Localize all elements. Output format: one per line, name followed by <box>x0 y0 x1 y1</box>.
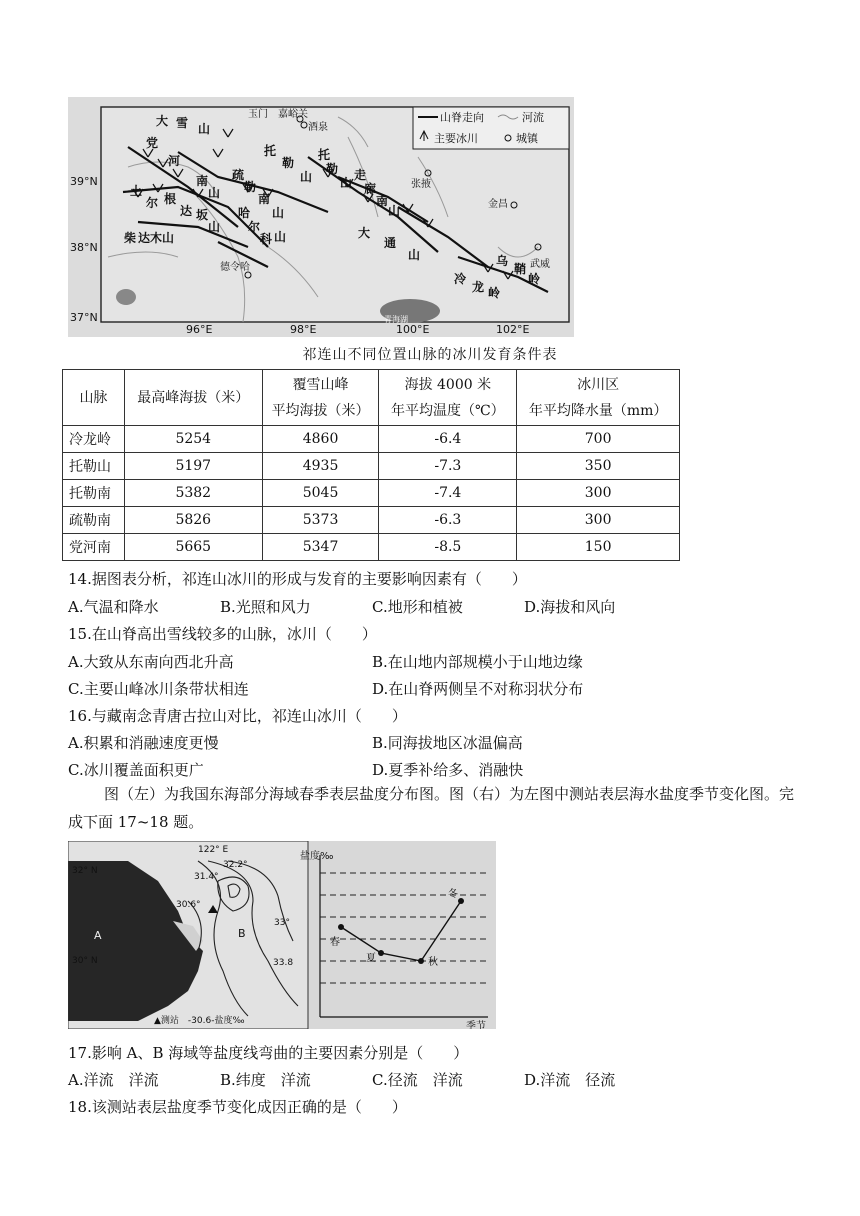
legend-glacier: 主要冰川 <box>434 132 478 145</box>
place-label: 武威 <box>530 259 550 270</box>
option-c[interactable]: C.冰川覆盖面积更广 <box>68 761 204 779</box>
mountain-char: 山 <box>340 176 353 190</box>
table-cell: 托勒山 <box>63 453 125 480</box>
table-cell: 5254 <box>124 426 262 453</box>
table-cell: -7.4 <box>379 480 517 507</box>
mountain-char: 党 <box>146 136 159 150</box>
lat-label: 39°N <box>70 175 98 188</box>
place-label: 青海湖 <box>384 315 408 324</box>
option-b[interactable]: B.纬度 洋流 <box>220 1071 311 1089</box>
table-caption: 祁连山不同位置山脉的冰川发育条件表 <box>302 347 558 363</box>
col-header <box>63 370 125 426</box>
qilian-glacier-map <box>68 97 574 337</box>
mountain-char: 哈 <box>238 206 251 220</box>
mountain-char: 山 <box>388 204 401 218</box>
mountain-char: 雪 <box>176 116 189 130</box>
mountain-char: 岭 <box>528 272 541 286</box>
place-label: 德令哈 <box>220 262 250 273</box>
mountain-char: 土 <box>130 184 143 198</box>
place-label: 酒泉 <box>308 122 328 133</box>
map-legend: ▲测站 -30.6-盐度‰ <box>154 1016 245 1026</box>
season-point <box>418 958 424 964</box>
place-label: 玉门 <box>248 109 268 120</box>
option-c[interactable]: C.径流 洋流 <box>372 1071 463 1089</box>
mountain-char: 走 <box>354 168 367 182</box>
mountain-char: 山 <box>272 206 285 220</box>
place-label: 嘉峪关 <box>278 109 308 120</box>
col-header <box>262 370 379 426</box>
mountain-char: 乌 <box>496 254 509 268</box>
mountain-char: 山 <box>274 230 287 244</box>
isoline-label: 31.4° <box>194 872 219 882</box>
mountain-char: 大 <box>156 114 169 128</box>
season-point <box>338 924 344 930</box>
question-17: 17.影响 A、B 海域等盐度线弯曲的主要因素分别是（ ） <box>68 1044 469 1062</box>
mountain-char: 河 <box>168 154 181 168</box>
isoline-label: 30.6° <box>176 900 201 910</box>
mountain-char: 山 <box>300 170 313 184</box>
lat-label: 38°N <box>70 241 98 254</box>
table-cell: 5347 <box>262 534 379 561</box>
lon-label: 96°E <box>186 323 213 336</box>
lon-label: 102°E <box>496 323 530 336</box>
option-b[interactable]: B.在山地内部规模小于山地边缘 <box>372 653 583 671</box>
option-a[interactable]: A.大致从东南向西北升高 <box>68 653 234 671</box>
mountain-char: 达 <box>180 204 193 218</box>
lon-label: 122° E <box>198 845 229 855</box>
mountain-char: 山 <box>408 248 421 262</box>
mountain-char: 南 <box>258 192 271 206</box>
mountain-char: 冷 <box>454 272 467 286</box>
season-point <box>378 950 384 956</box>
question-16: 16.与藏南念青唐古拉山对比，祁连山冰川（ ） <box>68 707 407 725</box>
header-text: 年平均温度（℃） <box>391 402 505 419</box>
mountain-char: 鞘 <box>514 262 527 276</box>
region-label-b: B <box>238 927 246 940</box>
header-text: 山脉 <box>79 389 108 406</box>
mountain-char: 南 <box>196 174 209 188</box>
mountain-char: 龙 <box>472 280 485 294</box>
mountain-char: 托 <box>318 148 331 162</box>
mountain-char: 大 <box>358 226 371 240</box>
table-cell: -7.3 <box>379 453 517 480</box>
lat-label: 32° N <box>72 866 98 876</box>
table-cell: -6.4 <box>379 426 517 453</box>
mountain-char: 山 <box>208 186 221 200</box>
table-cell: 党河南 <box>63 534 125 561</box>
table-cell: -6.3 <box>379 507 517 534</box>
season-point <box>458 898 464 904</box>
table-cell: 冷龙岭 <box>63 426 125 453</box>
intro-line: 图（左）为我国东海部分海域春季表层盐度分布图。图（右）为左图中测站表层海水盐度季节变化图。完 <box>104 785 795 803</box>
intro-line: 成下面 17~18 题。 <box>68 813 204 831</box>
legend-town: 城镇 <box>516 132 538 145</box>
table-cell: 5826 <box>124 507 262 534</box>
place-label: 张掖 <box>411 179 431 190</box>
table-row <box>63 534 680 561</box>
season-label: 春 <box>330 937 340 948</box>
salinity-season-chart <box>300 849 488 1029</box>
option-b[interactable]: B.同海拔地区冰温偏高 <box>372 734 523 752</box>
mountain-char: 疏 <box>232 168 245 182</box>
table-row <box>63 453 680 480</box>
header-text: 冰川区 <box>577 376 620 393</box>
option-b[interactable]: B.光照和风力 <box>220 598 311 616</box>
lon-label: 100°E <box>396 323 430 336</box>
mountain-char: 柴 <box>124 231 137 245</box>
table-cell: 5382 <box>124 480 262 507</box>
mountain-char: 山 <box>208 220 221 234</box>
table-cell: 疏勒南 <box>63 507 125 534</box>
legend-river: 河流 <box>522 111 544 124</box>
table-cell: 4935 <box>262 453 379 480</box>
header-text: 年平均降水量（mm） <box>528 402 668 419</box>
mountain-char: 托 <box>264 144 277 158</box>
header-text: 海拔 4000 米 <box>404 376 492 393</box>
table-row <box>63 426 680 453</box>
col-header <box>379 370 517 426</box>
table-cell: 300 <box>517 480 680 507</box>
option-d[interactable]: D.海拔和风向 <box>524 598 616 616</box>
mountain-char: 通 <box>384 236 397 250</box>
mountain-char: 尔 <box>146 196 159 210</box>
mountain-char: 木 <box>150 231 163 245</box>
mountain-char: 勒 <box>244 180 257 194</box>
mountain-char: 廊 <box>364 182 377 196</box>
lat-label: 37°N <box>70 311 98 324</box>
mountain-char: 尔 <box>248 220 261 234</box>
table-cell: 5197 <box>124 453 262 480</box>
question-18: 18.该测站表层盐度季节变化成因正确的是（ ） <box>68 1098 407 1116</box>
season-label: 夏 <box>366 953 376 964</box>
header-text: 覆雪山峰 <box>292 376 349 393</box>
salinity-map <box>68 841 308 1029</box>
col-header <box>517 370 680 426</box>
table-cell: 350 <box>517 453 680 480</box>
mountain-char: 岭 <box>488 286 501 300</box>
table-cell: 300 <box>517 507 680 534</box>
place-label: 金昌 <box>488 199 508 210</box>
table-cell: 5373 <box>262 507 379 534</box>
glacier-condition-table <box>62 369 680 561</box>
table-row <box>63 480 680 507</box>
mountain-char: 山 <box>162 231 175 245</box>
option-d[interactable]: D.洋流 径流 <box>524 1071 616 1089</box>
option-a[interactable]: A.洋流 洋流 <box>68 1071 159 1089</box>
table-row <box>63 507 680 534</box>
option-c[interactable]: C.地形和植被 <box>372 598 463 616</box>
salinity-figure <box>68 841 496 1029</box>
mountain-char: 坂 <box>196 208 209 222</box>
table-cell: 4860 <box>262 426 379 453</box>
table-cell: 700 <box>517 426 680 453</box>
mountain-char: 勒 <box>282 156 295 170</box>
isoline-label: 33.8 <box>273 958 294 968</box>
table-cell: -8.5 <box>379 534 517 561</box>
lat-label: 30° N <box>72 956 98 966</box>
mountain-char: 勒 <box>326 162 339 176</box>
col-header <box>124 370 262 426</box>
table-header-row <box>63 370 680 426</box>
header-text: 最高峰海拔（米） <box>137 389 250 406</box>
mountain-char: 南 <box>376 194 389 208</box>
mountain-char: 山 <box>198 122 211 136</box>
season-label: 冬 <box>448 889 458 900</box>
question-15: 15.在山脊高出雪线较多的山脉，冰川（ ） <box>68 625 377 643</box>
option-d[interactable]: D.在山脊两侧呈不对称羽状分布 <box>372 680 584 698</box>
lon-label: 98°E <box>290 323 317 336</box>
isoline-label: 32.2° <box>223 860 248 870</box>
mountain-char: 达 <box>138 231 151 245</box>
option-d[interactable]: D.夏季补给多、消融快 <box>372 761 524 779</box>
table-cell: 5045 <box>262 480 379 507</box>
region-label-a: A <box>94 929 102 942</box>
option-a[interactable]: A.积累和消融速度更慢 <box>68 734 219 752</box>
chart-ylabel: 盐度‰ <box>300 851 334 862</box>
season-label: 秋 <box>428 957 438 968</box>
header-text: 平均海拔（米） <box>271 402 370 419</box>
mountain-char: 根 <box>164 192 177 206</box>
mountain-char: 科 <box>260 232 273 246</box>
table-cell: 托勒南 <box>63 480 125 507</box>
isoline-label: 33° <box>274 918 290 928</box>
chart-xlabel: 季节 <box>466 1021 486 1029</box>
question-14: 14.据图表分析，祁连山冰川的形成与发育的主要影响因素有（ ） <box>68 570 527 588</box>
intro-paragraph <box>68 780 798 836</box>
table-cell: 150 <box>517 534 680 561</box>
option-a[interactable]: A.气温和降水 <box>68 598 159 616</box>
option-c[interactable]: C.主要山峰冰川条带状相连 <box>68 680 249 698</box>
legend-ridge: 山脊走向 <box>440 111 484 124</box>
table-cell: 5665 <box>124 534 262 561</box>
